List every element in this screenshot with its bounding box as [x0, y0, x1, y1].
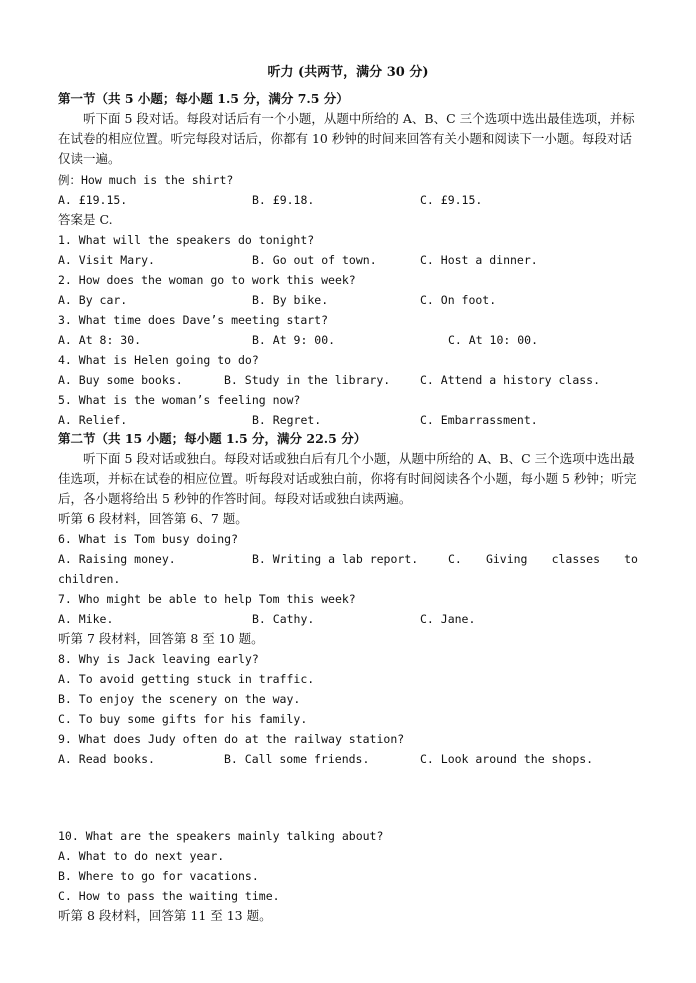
q6-option-c-word3: to: [624, 552, 638, 566]
q6-option-c-label: C.: [448, 552, 462, 566]
q1-text: 1. What will the speakers do tonight?: [58, 233, 315, 247]
q6-option-c-continuation: children.: [58, 572, 121, 586]
q8-text: 8. Why is Jack leaving early?: [58, 652, 259, 666]
q5-option-c: C. Embarrassment.: [420, 413, 538, 427]
section2-instructions: 听下面 5 段对话或独白。每段对话或独白后有几个小题，从题中所给的 A、B、C 三个选项中选出最佳选项，并标在试卷的相应位置。听每段对话或独白前，你将有时间阅读各个小题，每小题 5 秒钟；听完后，各小题将给出 5 秒钟的作答时间。每段对话或独白读两遍。: [58, 451, 637, 506]
q9-option-b: B. Call some friends.: [224, 752, 370, 766]
q10-option-b: B. Where to go for vacations.: [58, 869, 259, 883]
q3-option-b: B. At 9: 00.: [252, 333, 336, 347]
example-question-text: 例：How much is the shirt?: [58, 173, 234, 187]
q6-option-b: B. Writing a lab report.: [252, 552, 419, 566]
q4-text: 4. What is Helen going to do?: [58, 353, 259, 367]
q4-option-a: A. Buy some books.: [58, 373, 183, 387]
q5-option-b: B. Regret.: [252, 413, 322, 427]
q5-text: 5. What is the woman’s feeling now?: [58, 393, 301, 407]
q5-option-a: A. Relief.: [58, 413, 128, 427]
material8-note: 听第 8 段材料，回答第 11 至 13 题。: [58, 908, 272, 923]
q10-text: 10. What are the speakers mainly talking about?: [58, 829, 384, 843]
q2-text: 2. How does the woman go to work this week?: [58, 273, 356, 287]
page-title: 听力 (共两节，满分 30 分): [267, 65, 429, 80]
example-option-c: C. £9.15.: [420, 193, 483, 207]
example-question: [58, 170, 638, 190]
example-answer: 答案是 C.: [58, 212, 113, 227]
q9-option-c: C. Look around the shops.: [420, 752, 594, 766]
q8-option-b: B. To enjoy the scenery on the way.: [58, 692, 301, 706]
q4-option-c: C. Attend a history class.: [420, 373, 601, 387]
section1-heading: 第一节（共 5 小题；每小题 1.5 分，满分 7.5 分）: [58, 91, 349, 106]
q7-option-b: B. Cathy.: [252, 612, 315, 626]
q7-option-c: C. Jane.: [420, 612, 476, 626]
q9-option-a: A. Read books.: [58, 752, 155, 766]
section2-heading: 第二节（共 15 小题；每小题 1.5 分，满分 22.5 分）: [58, 431, 367, 446]
q7-option-a: A. Mike.: [58, 612, 114, 626]
q4-option-b: B. Study in the library.: [224, 373, 391, 387]
q3-option-a: A. At 8: 30.: [58, 333, 142, 347]
q8-option-a: A. To avoid getting stuck in traffic.: [58, 672, 315, 686]
q10-option-a: A. What to do next year.: [58, 849, 225, 863]
q7-text: 7. Who might be able to help Tom this week?: [58, 592, 356, 606]
q6-option-a: A. Raising money.: [58, 552, 176, 566]
q2-option-b: B. By bike.: [252, 293, 329, 307]
q1-option-c: C. Host a dinner.: [420, 253, 538, 267]
section1-instructions: 听下面 5 段对话。每段对话后有一个小题，从题中所给的 A、B、C 三个选项中选出最佳选项，并标在试卷的相应位置。听完每段对话后，你都有 10 秒钟的时间来回答有关小题和阅读下一小题。每段对话仅读一遍。: [58, 111, 635, 166]
example-option-a: A. £19.15.: [58, 193, 128, 207]
q2-option-c: C. On foot.: [420, 293, 497, 307]
q2-option-a: A. By car.: [58, 293, 128, 307]
q3-option-c: C. At 10: 00.: [448, 333, 539, 347]
material7-note: 听第 7 段材料，回答第 8 至 10 题。: [58, 631, 264, 646]
q8-option-c: C. To buy some gifts for his family.: [58, 712, 308, 726]
material6-note: 听第 6 段材料，回答第 6、7 题。: [58, 511, 248, 526]
q6-option-c: [448, 549, 638, 569]
q3-text: 3. What time does Dave’s meeting start?: [58, 313, 329, 327]
q9-text: 9. What does Judy often do at the railway station?: [58, 732, 405, 746]
q10-option-c: C. How to pass the waiting time.: [58, 889, 280, 903]
q6-option-c-word2: classes: [551, 552, 601, 566]
q1-option-b: B. Go out of town.: [252, 253, 377, 267]
example-option-b: B. £9.18.: [252, 193, 315, 207]
q6-option-c-word1: Giving: [485, 552, 528, 566]
q1-option-a: A. Visit Mary.: [58, 253, 155, 267]
q6-text: 6. What is Tom busy doing?: [58, 532, 239, 546]
